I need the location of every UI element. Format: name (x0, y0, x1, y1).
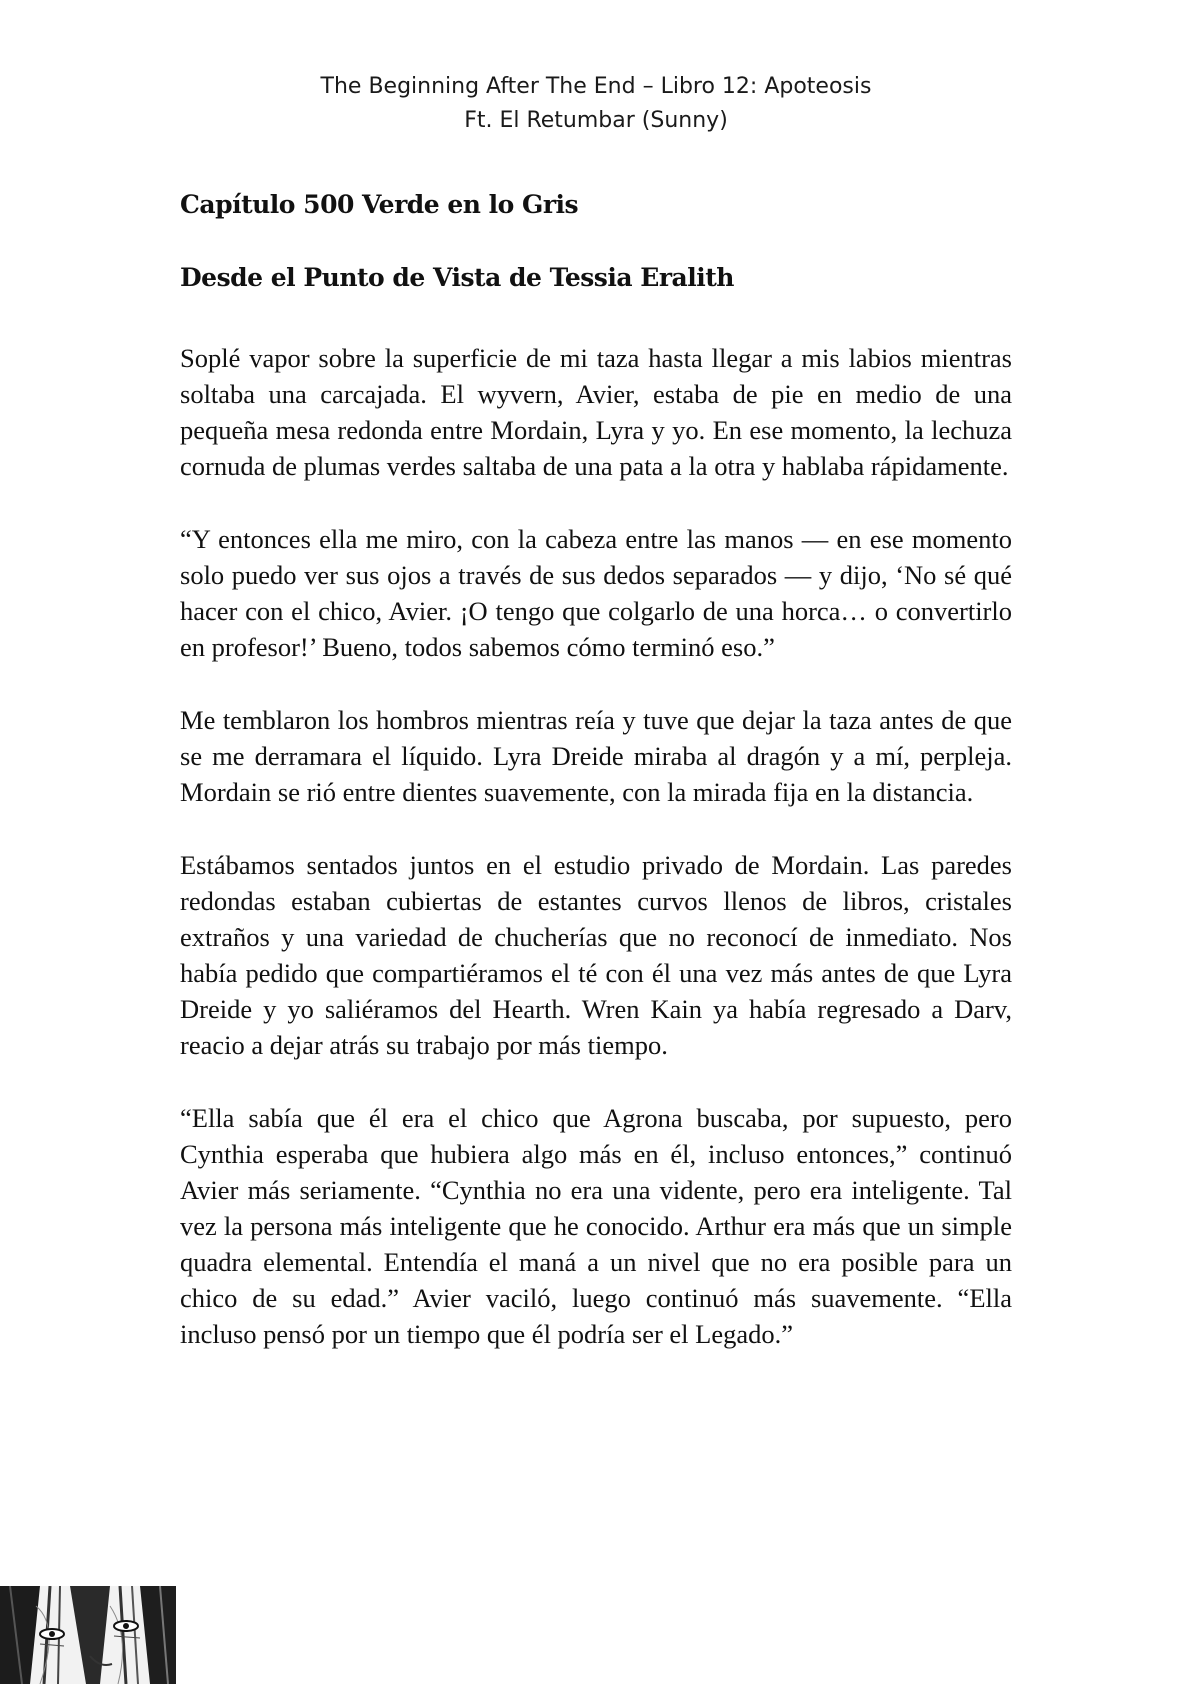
header-credits: Ft. El Retumbar (Sunny) (464, 108, 728, 133)
paragraph: Me temblaron los hombros mientras reía y tuve que dejar la taza antes de que se me derramara el líquido. Lyra Dreide miraba al dragón y a mí, perpleja. Mordain se rió entre dientes suavemente, con la mirada fija en la distancia. (180, 705, 1012, 807)
manga-face-illustration (0, 1586, 176, 1684)
chapter-body (180, 340, 1012, 1352)
paragraph: “Y entonces ella me miro, con la cabeza entre las manos — en ese momento solo puedo ver sus ojos a través de sus dedos separados — y dijo, ‘No sé qué hacer con el chico, Avier. ¡O tengo que colgarlo de una horca… o convertirlo en profesor!’ Bueno, todos sabemos cómo terminó eso.” (180, 524, 1012, 662)
page-header (0, 70, 1192, 138)
paragraph: Soplé vapor sobre la superficie de mi taza hasta llegar a mis labios mientras soltaba una carcajada. El wyvern, Avier, estaba de pie en medio de una pequeña mesa redonda entre Mordain, Lyra y yo. En ese momento, la lechuza cornuda de plumas verdes saltaba de una pata a la otra y hablaba rápidamente. (180, 343, 1012, 481)
header-book-title: The Beginning After The End – Libro 12: Apoteosis (320, 74, 872, 99)
pov-title: Desde el Punto de Vista de Tessia Eralith (180, 263, 734, 292)
paragraph: Estábamos sentados juntos en el estudio privado de Mordain. Las paredes redondas estaban cubiertas de estantes curvos llenos de libros, cristales extraños y una variedad de chucherías que no reconocí de inmediato. Nos había pedido que compartiéramos el té con él una vez más antes de que Lyra Dreide y yo saliéramos del Hearth. Wren Kain ya había regresado a Darv, reacio a dejar atrás su trabajo por más tiempo. (180, 850, 1012, 1060)
chapter-title: Capítulo 500 Verde en lo Gris (180, 190, 579, 219)
paragraph: “Ella sabía que él era el chico que Agrona buscaba, por supuesto, pero Cynthia esperaba que hubiera algo más en él, incluso entonces,” continuó Avier más seriamente. “Cynthia no era una vidente, pero era inteligente. Tal vez la persona más inteligente que he conocido. Arthur era más que un simple quadra elemental. Entendía el maná a un nivel que no era posible para un chico de su edad.” Avier vaciló, luego continuó más suavemente. “Ella incluso pensó por un tiempo que él podría ser el Legado.” (180, 1103, 1012, 1349)
